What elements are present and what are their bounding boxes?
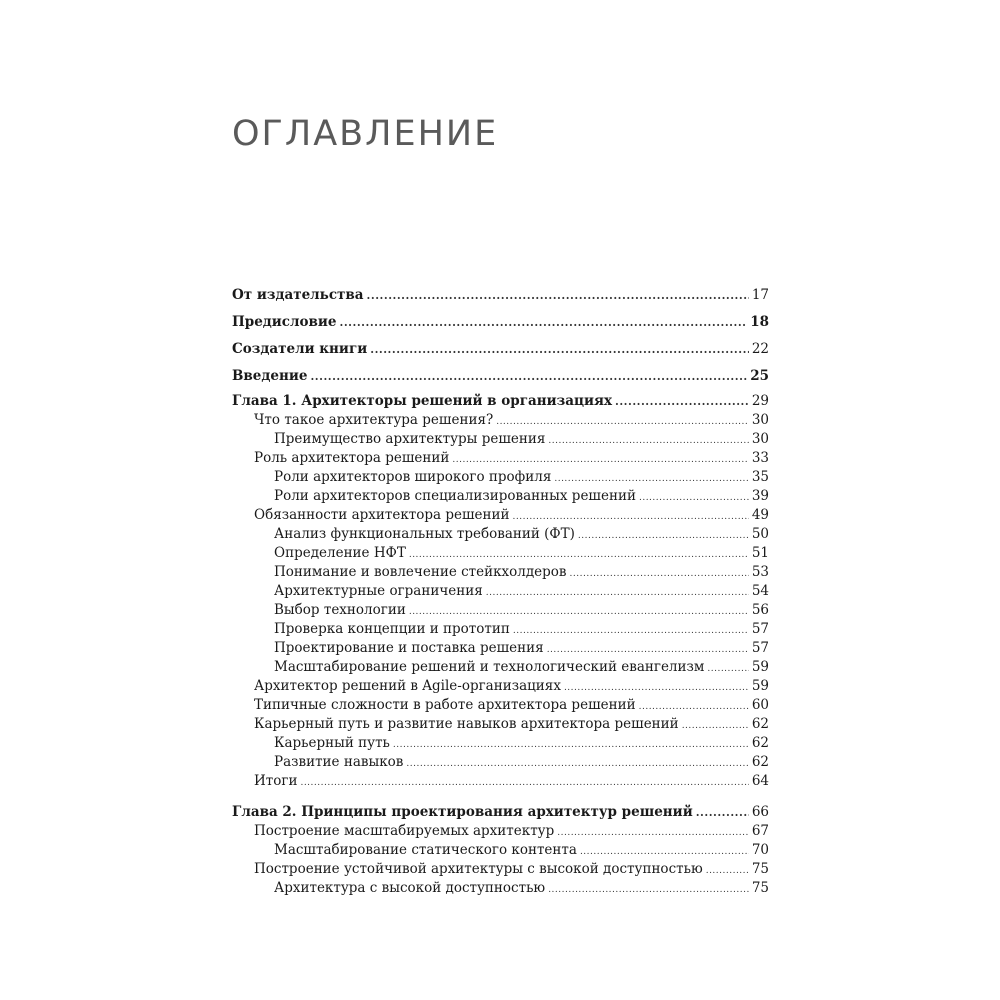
toc-page-number: 35 — [751, 469, 769, 485]
toc-entry[interactable] — [232, 772, 769, 791]
toc-dot-leader — [340, 309, 748, 336]
toc-entry[interactable] — [232, 487, 769, 506]
toc-entry-label: Понимание и вовлечение стейкхолдеров — [274, 564, 567, 580]
toc-entry[interactable] — [232, 860, 769, 879]
toc-dot-leader — [696, 803, 749, 822]
toc-entry-label: Построение масштабируемых архитектур — [254, 823, 555, 839]
toc-entry-label: Проверка концепции и прототип — [274, 621, 510, 637]
toc-entry-label: Выбор технологии — [274, 602, 406, 618]
toc-entry-label: Роли архитекторов широкого профиля — [274, 469, 552, 485]
toc-entry[interactable] — [232, 734, 769, 753]
toc-page-number: 30 — [751, 431, 769, 447]
toc-dot-leader — [548, 881, 749, 900]
toc-page-number: 49 — [751, 507, 769, 523]
toc-entry[interactable] — [232, 879, 769, 898]
toc-entry[interactable] — [232, 822, 769, 841]
toc-entry-label: Анализ функциональных требований (ФТ) — [274, 526, 575, 542]
toc-chapter-label: Глава 1. Архитекторы решений в организациях — [232, 393, 612, 409]
toc-page-number: 54 — [751, 583, 769, 599]
toc-entry-label: Карьерный путь и развитие навыков архитектора решений — [254, 716, 679, 732]
toc-page-number: 64 — [751, 773, 769, 789]
toc-entry-label: Что такое архитектура решения? — [254, 412, 494, 428]
toc-dot-leader — [578, 527, 749, 546]
toc-dot-leader — [393, 736, 749, 755]
toc-page-number: 25 — [750, 368, 769, 384]
toc-entry-from-publisher[interactable] — [232, 282, 769, 309]
toc-chapter-1[interactable] — [232, 392, 769, 411]
toc-entry-label: Масштабирование решений и технологический евангелизм — [274, 659, 705, 675]
toc-entry-label: Карьерный путь — [274, 735, 390, 751]
toc-page-number: 59 — [751, 678, 769, 694]
toc-entry[interactable] — [232, 582, 769, 601]
toc-page-number: 39 — [751, 488, 769, 504]
toc-page-number: 75 — [751, 880, 769, 896]
toc-entry-label: Роли архитекторов специализированных решений — [274, 488, 636, 504]
toc-entry-label: Архитектурные ограничения — [274, 583, 483, 599]
toc-entry[interactable] — [232, 430, 769, 449]
toc-entry-label: Введение — [232, 368, 308, 384]
toc-page-number: 70 — [751, 842, 769, 858]
toc-entry-label: Предисловие — [232, 314, 337, 330]
page-title: ОГЛАВЛЕНИЕ — [232, 114, 499, 154]
toc-dot-leader — [570, 565, 749, 584]
toc-chapter-2[interactable] — [232, 803, 769, 822]
toc-entry-label: От издательства — [232, 287, 364, 303]
toc-dot-leader — [615, 392, 749, 411]
toc-dot-leader — [310, 363, 747, 390]
toc-entry-label: Типичные сложности в работе архитектора решений — [254, 697, 636, 713]
toc-entry[interactable] — [232, 620, 769, 639]
toc-page-number: 51 — [751, 545, 769, 561]
toc-dot-leader — [682, 717, 749, 736]
toc-dot-leader — [367, 282, 749, 309]
toc-entry[interactable] — [232, 639, 769, 658]
toc-entry[interactable] — [232, 601, 769, 620]
toc-page-number: 75 — [751, 861, 769, 877]
toc-entry[interactable] — [232, 563, 769, 582]
toc-dot-leader — [639, 489, 749, 508]
toc-page-number: 29 — [751, 393, 769, 409]
toc-entry-label: Роль архитектора решений — [254, 450, 450, 466]
toc-entry-label: Итоги — [254, 773, 298, 789]
toc-entry[interactable] — [232, 449, 769, 468]
toc-entry[interactable] — [232, 525, 769, 544]
toc-page-number: 17 — [751, 287, 769, 303]
toc-entry-label: Развитие навыков — [274, 754, 404, 770]
toc-page-number: 22 — [751, 341, 769, 357]
toc-entry-introduction[interactable] — [232, 363, 769, 390]
toc-dot-leader — [486, 584, 749, 603]
toc-page-number: 67 — [751, 823, 769, 839]
toc-chapter-label: Глава 2. Принципы проектирования архитектур решений — [232, 804, 693, 820]
toc-page-number: 33 — [751, 450, 769, 466]
toc-entry-book-creators[interactable] — [232, 336, 769, 363]
toc-page-number: 56 — [751, 602, 769, 618]
toc-chapter-1-items — [232, 411, 769, 791]
table-of-contents — [232, 282, 769, 898]
toc-entry-label: Создатели книги — [232, 341, 368, 357]
toc-entry[interactable] — [232, 411, 769, 430]
toc-entry-label: Архитектор решений в Agile-организациях — [254, 678, 561, 694]
toc-dot-leader — [513, 622, 749, 641]
toc-entry[interactable] — [232, 753, 769, 772]
toc-dot-leader — [300, 774, 748, 793]
toc-entry-label: Преимущество архитектуры решения — [274, 431, 546, 447]
toc-entry-preface[interactable] — [232, 309, 769, 336]
toc-dot-leader — [548, 432, 748, 451]
toc-entry-label: Определение НФТ — [274, 545, 406, 561]
toc-dot-leader — [557, 824, 749, 843]
toc-entry[interactable] — [232, 468, 769, 487]
toc-page-number: 30 — [751, 412, 769, 428]
toc-page-number: 66 — [751, 804, 769, 820]
toc-entry[interactable] — [232, 658, 769, 677]
toc-entry[interactable] — [232, 715, 769, 734]
toc-page-number: 62 — [751, 716, 769, 732]
toc-entry-label: Масштабирование статического контента — [274, 842, 577, 858]
toc-page-number: 60 — [751, 697, 769, 713]
toc-page-number: 53 — [751, 564, 769, 580]
toc-dot-leader — [707, 660, 748, 679]
toc-entry[interactable] — [232, 841, 769, 860]
toc-entry-label: Обязанности архитектора решений — [254, 507, 510, 523]
toc-page-number: 57 — [751, 640, 769, 656]
toc-chapter-2-items — [232, 822, 769, 898]
toc-page-number: 50 — [751, 526, 769, 542]
toc-entry-label: Архитектура с высокой доступностью — [274, 880, 546, 896]
toc-page-number: 59 — [751, 659, 769, 675]
toc-page-number: 62 — [751, 754, 769, 770]
toc-entry[interactable] — [232, 544, 769, 563]
toc-entry[interactable] — [232, 677, 769, 696]
toc-entry-label: Построение устойчивой архитектуры с высокой доступностью — [254, 861, 703, 877]
toc-entry-label: Проектирование и поставка решения — [274, 640, 544, 656]
toc-dot-leader — [406, 755, 748, 774]
toc-page-number: 18 — [750, 314, 769, 330]
toc-page-number: 57 — [751, 621, 769, 637]
toc-entry[interactable] — [232, 506, 769, 525]
toc-dot-leader — [370, 336, 749, 363]
toc-entry[interactable] — [232, 696, 769, 715]
toc-page-number: 62 — [751, 735, 769, 751]
toc-dot-leader — [706, 862, 749, 881]
